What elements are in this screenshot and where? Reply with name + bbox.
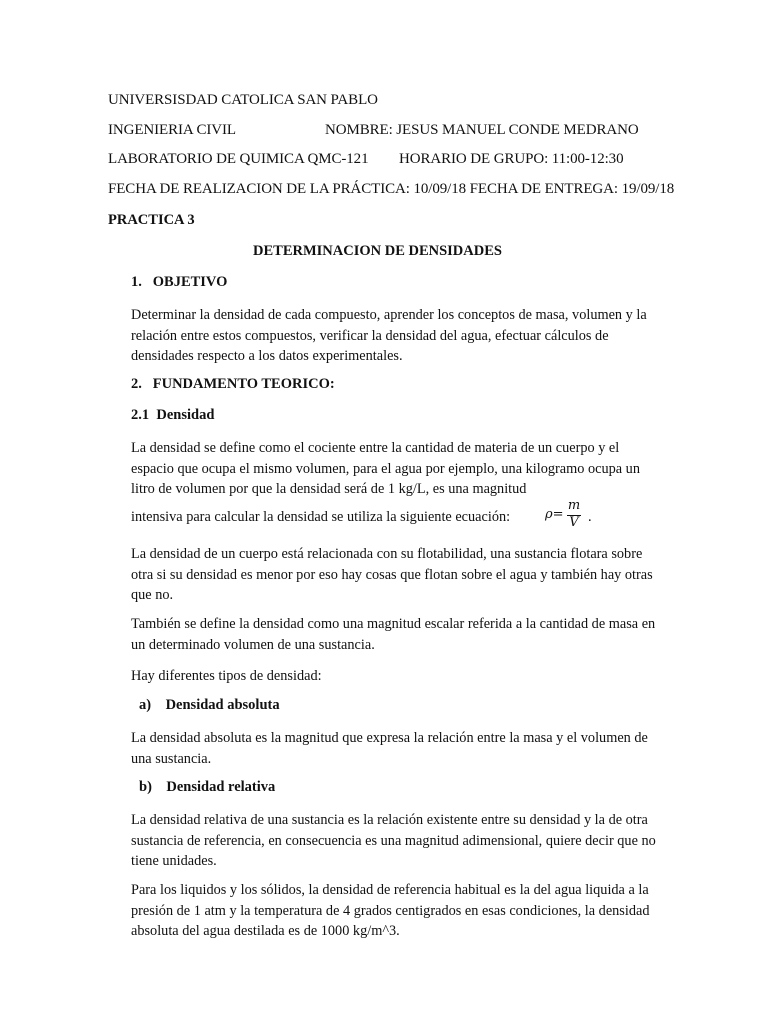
student-name: NOMBRE: JESUS MANUEL CONDE MEDRANO [325, 122, 639, 138]
densidad-absoluta-heading: a) Densidad absoluta [139, 697, 280, 713]
practice-number: PRACTICA 3 [108, 212, 195, 228]
densidad-relativa-heading: b) Densidad relativa [139, 779, 276, 795]
section-objetivo-heading: 1. OBJETIVO [131, 274, 228, 290]
equation-period: . [588, 509, 592, 525]
densidad-paragraph: La densidad se define como el cociente entre la cantidad de materia de un cuerpo y el espacio que ocupa el mismo volumen, para el agua por ejemplo, una kilogramo ocupa un litro de volumen por que la densidad será de 1 kg/L, es una magnitud [131, 440, 640, 497]
equation-numerator: m [567, 498, 581, 513]
schedule-label: HORARIO DE GRUPO: 11:00-12:30 [399, 151, 624, 167]
document-title: DETERMINACION DE DENSIDADES [253, 243, 502, 259]
objetivo-paragraph: Determinar la densidad de cada compuesto, aprender los conceptos de masa, volumen y la relación entre estos compuestos, verificar la densidad del agua, efectuar cálculos de densidades respecto a los datos experimentales. [131, 307, 647, 364]
magnitud-escalar-paragraph: También se define la densidad como una magnitud escalar referida a la cantidad de masa en un determinado volumen de una sustancia. [131, 616, 656, 653]
equation-denominator: V [569, 515, 579, 530]
densidad-relativa-paragraph: La densidad relativa de una sustancia es la relación existente entre su densidad y la de otra sustancia de referencia, en consecuencia es una magnitud adimensional, quiere decir que no tiene unidades. [131, 812, 656, 869]
densidad-referencia-paragraph: Para los liquidos y los sólidos, la densidad de referencia habitual es la del agua liquida a la presión de 1 atm y la temperatura de 4 grados centigrados en esas condiciones, la densidad absoluta del agua destilada es de 1000 kg/m^3. [131, 882, 650, 939]
subsection-densidad-heading: 2.1 Densidad [131, 407, 215, 423]
lab-label: LABORATORIO DE QUIMICA QMC-121 [108, 151, 369, 167]
university-name: UNIVERSISDAD CATOLICA SAN PABLO [108, 92, 378, 108]
equation-intro-text: intensiva para calcular la densidad se utiliza la siguiente ecuación: [131, 509, 511, 525]
career-label: INGENIERIA CIVIL [108, 122, 236, 138]
flotabilidad-paragraph: La densidad de un cuerpo está relacionada con su flotabilidad, una sustancia flotara sobre otra si su densidad es menor por eso hay cosas que flotan sobre el agua y también hay otras que no. [131, 546, 653, 603]
section-fundamento-heading: 2. FUNDAMENTO TEORICO: [131, 376, 335, 392]
densidad-absoluta-paragraph: La densidad absoluta es la magnitud que expresa la relación entre la masa y el volumen de una sustancia. [131, 730, 648, 767]
dates-line: FECHA DE REALIZACION DE LA PRÁCTICA: 10/09/18 FECHA DE ENTREGA: 19/09/18 [108, 181, 675, 197]
density-symbol: ρ= [545, 507, 564, 522]
tipos-densidad-text: Hay diferentes tipos de densidad: [131, 668, 322, 684]
